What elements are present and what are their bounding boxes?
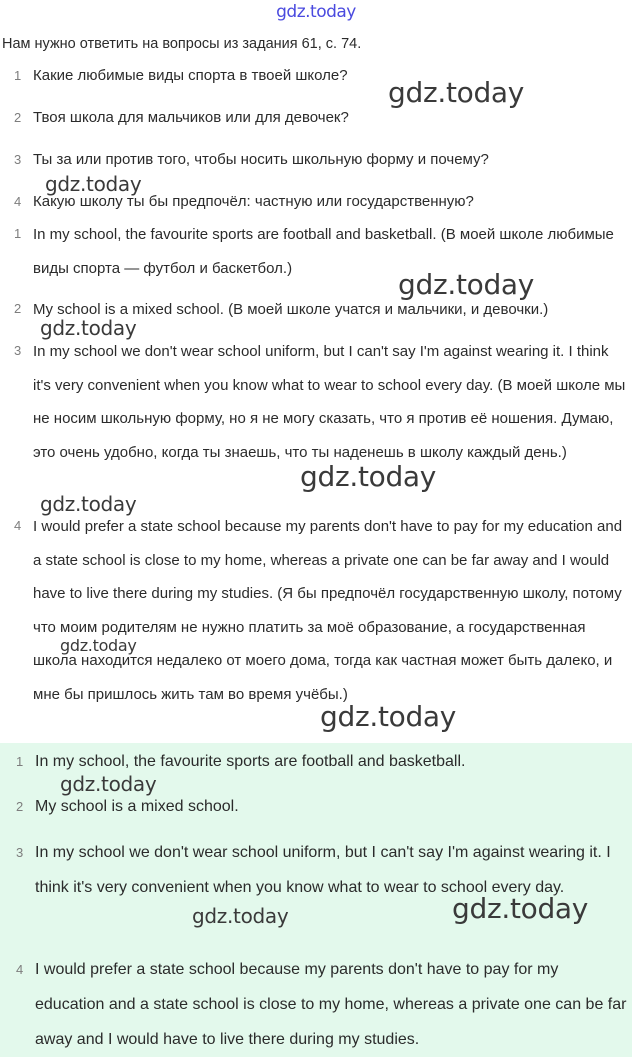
answer-text: In my school we don't wear school uniform, but I can't say I'm against wearing it. I think it's very convenient when you know what to wear to school every day. (В моей школе мы не носим школьную форму, но я не могу сказать, что я против её ношения. Думаю, это очень удобно, когда ты знаешь, что ты наденешь в школу каждый день.) [33,343,626,461]
answer-text: My school is a mixed school. [35,798,239,815]
watermark: gdz.today [398,268,535,301]
question-number: 4 [14,194,22,209]
answer-text: I would prefer a state school because my parents don't have to pay for my education and a state school is close to my home, whereas a private one can be far away and I would have to live there during my studies. (Я бы предпочёл государственную школу, потому что моим родителям не нужно платить за моё образование, а государственная школа находится недалеко от моего дома, тогда как частная может быть далеко, и мне бы пришлось жить там во время учёбы.) [33,518,623,703]
watermark: gdz.today [388,76,525,109]
answer-number: 3 [14,343,22,358]
watermark: gdz.today [300,460,437,493]
answer-text: I would prefer a state school because my parents don't have to pay for my education and a state school is close to my home, whereas a private one can be far away and I would have to live there during my studies. [35,961,627,1048]
answer-number: 1 [16,754,24,769]
answer-number: 4 [16,962,24,977]
watermark: gdz.today [192,904,289,928]
answer-number: 1 [14,226,22,241]
answer-number: 2 [16,799,24,814]
watermark: gdz.today [60,772,157,796]
answer-number: 3 [16,845,24,860]
question-text: Какие любимые виды спорта в твоей школе? [33,67,348,84]
question-text: Твоя школа для мальчиков или для девочек? [33,109,349,126]
question-number: 3 [14,152,22,167]
answer-text: In my school, the favourite sports are football and basketball. [35,753,466,770]
question-number: 2 [14,110,22,125]
answer-number: 4 [14,518,22,533]
intro-text: Нам нужно ответить на вопросы из задания 61, с. 74. [2,36,362,52]
watermark: gdz.today [40,316,137,340]
watermark: gdz.today [45,172,142,196]
watermark: gdz.today [60,636,137,655]
question-text: Какую школу ты бы предпочёл: частную или государственную? [33,193,474,210]
question-number: 1 [14,68,22,83]
answer-number: 2 [14,301,22,316]
answer-text: In my school, the favourite sports are football and basketball. (В моей школе любимые виды спорта — футбол и баскетбол.) [33,226,614,277]
question-text: Ты за или против того, чтобы носить школьную форму и почему? [33,151,489,168]
site-logo[interactable]: gdz.today [276,2,356,22]
answer-text: My school is a mixed school. (В моей школе учатся и мальчики, и девочки.) [33,301,549,318]
watermark: gdz.today [320,700,457,733]
answer-text: In my school we don't wear school uniform, but I can't say I'm against wearing it. I think it's very convenient when you know what to wear to school every day. [35,844,611,896]
watermark: gdz.today [40,492,137,516]
watermark: gdz.today [452,892,589,925]
